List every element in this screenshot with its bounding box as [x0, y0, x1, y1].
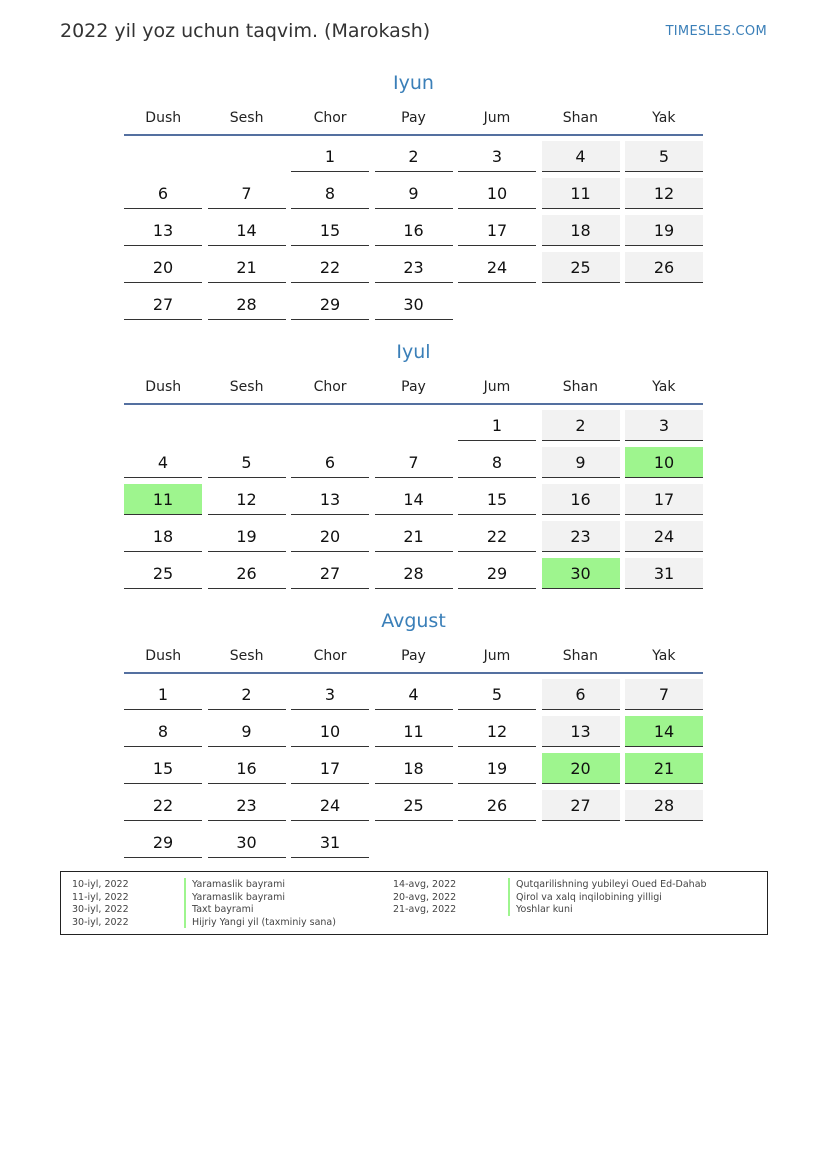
day-cell[interactable]: 28	[625, 790, 703, 821]
weekday-label: Pay	[401, 110, 426, 126]
day-cell[interactable]: 22	[458, 521, 536, 552]
legend-holiday-name: Yaramaslik bayrami	[192, 879, 285, 890]
day-cell[interactable]: 2	[208, 679, 286, 710]
day-cell[interactable]: 22	[124, 790, 202, 821]
day-cell[interactable]: 29	[458, 558, 536, 589]
day-cell[interactable]: 10	[458, 178, 536, 209]
legend-date: 11-iyl, 2022	[72, 891, 129, 903]
day-grid	[124, 141, 703, 320]
day-cell[interactable]: 24	[291, 790, 369, 821]
day-cell[interactable]: 25	[542, 252, 620, 283]
weekday-label: Sesh	[229, 379, 264, 395]
day-cell[interactable]: 1	[458, 410, 536, 441]
weekday-label: Dush	[145, 110, 182, 126]
weekday-label: Dush	[145, 379, 182, 395]
day-cell[interactable]: 13	[542, 716, 620, 747]
month-title: Avgust	[381, 610, 446, 632]
day-cell[interactable]: 19	[625, 215, 703, 246]
weekday-label: Shan	[562, 648, 598, 664]
legend-holiday-name: Yoshlar kuni	[516, 904, 573, 915]
day-cell[interactable]: 23	[208, 790, 286, 821]
day-grid	[124, 679, 703, 858]
day-cell[interactable]: 15	[458, 484, 536, 515]
weekday-label: Jum	[483, 648, 511, 664]
day-cell[interactable]: 16	[375, 215, 453, 246]
day-cell[interactable]: 13	[124, 215, 202, 246]
weekday-header	[124, 642, 703, 674]
day-cell[interactable]: 31	[625, 558, 703, 589]
day-cell[interactable]: 18	[542, 215, 620, 246]
day-grid	[124, 410, 703, 589]
holiday-day-cell[interactable]: 21	[625, 753, 703, 784]
day-cell[interactable]: 20	[124, 252, 202, 283]
legend-date: 30-iyl, 2022	[72, 916, 129, 928]
day-cell[interactable]: 4	[375, 679, 453, 710]
weekday-label: Chor	[313, 379, 347, 395]
day-cell[interactable]: 27	[291, 558, 369, 589]
day-cell[interactable]: 21	[375, 521, 453, 552]
weekday-label: Chor	[313, 648, 347, 664]
day-cell[interactable]: 27	[542, 790, 620, 821]
day-cell[interactable]: 2	[375, 141, 453, 172]
day-cell[interactable]: 31	[291, 827, 369, 858]
day-cell[interactable]: 14	[375, 484, 453, 515]
page-title: 2022 yil yoz uchun taqvim. (Marokash)	[60, 20, 431, 42]
day-cell[interactable]: 21	[208, 252, 286, 283]
weekday-label: Sesh	[229, 648, 264, 664]
legend-holiday-name: Qirol va xalq inqilobining yilligi	[516, 891, 662, 903]
weekday-label: Shan	[562, 379, 598, 395]
day-cell[interactable]: 11	[542, 178, 620, 209]
day-cell[interactable]: 18	[124, 521, 202, 552]
day-cell[interactable]: 3	[625, 410, 703, 441]
holiday-day-cell[interactable]: 14	[625, 716, 703, 747]
day-cell[interactable]: 7	[625, 679, 703, 710]
day-cell[interactable]: 6	[542, 679, 620, 710]
day-cell[interactable]: 28	[375, 558, 453, 589]
day-cell[interactable]: 29	[124, 827, 202, 858]
day-cell[interactable]: 16	[542, 484, 620, 515]
day-cell[interactable]: 20	[291, 521, 369, 552]
day-cell[interactable]: 10	[291, 716, 369, 747]
legend-holiday-name: Yaramaslik bayrami	[192, 891, 285, 903]
empty-cell	[124, 141, 202, 171]
day-cell[interactable]: 11	[375, 716, 453, 747]
day-cell[interactable]: 1	[291, 141, 369, 172]
legend-date: 14-avg, 2022	[393, 879, 457, 890]
month-july	[124, 339, 703, 589]
day-cell[interactable]: 24	[625, 521, 703, 552]
day-cell[interactable]: 26	[208, 558, 286, 589]
month-june	[124, 70, 703, 320]
legend-date: 30-iyl, 2022	[72, 904, 129, 915]
day-cell[interactable]: 13	[291, 484, 369, 515]
weekday-label: Pay	[401, 648, 426, 664]
day-cell[interactable]: 27	[124, 289, 202, 320]
day-cell[interactable]: 12	[625, 178, 703, 209]
day-cell[interactable]: 12	[458, 716, 536, 747]
day-cell[interactable]: 26	[458, 790, 536, 821]
month-title: Iyul	[396, 341, 431, 363]
day-cell[interactable]: 17	[458, 215, 536, 246]
day-cell[interactable]: 1	[124, 679, 202, 710]
day-cell[interactable]: 3	[291, 679, 369, 710]
day-cell[interactable]: 15	[291, 215, 369, 246]
day-cell[interactable]: 17	[625, 484, 703, 515]
weekday-label: Yak	[652, 648, 676, 664]
legend-date: 21-avg, 2022	[393, 904, 457, 915]
legend-holiday-name: Qutqarilishning yubileyi Oued Ed-Dahab	[516, 879, 707, 890]
day-cell[interactable]: 8	[291, 178, 369, 209]
legend-dates-right	[393, 879, 456, 917]
day-cell[interactable]: 3	[458, 141, 536, 172]
empty-cell	[208, 410, 286, 440]
day-cell[interactable]: 12	[208, 484, 286, 515]
weekday-label: Dush	[145, 648, 182, 664]
legend-date: 10-iyl, 2022	[72, 879, 129, 890]
day-cell[interactable]: 5	[458, 679, 536, 710]
holiday-day-cell[interactable]: 10	[625, 447, 703, 478]
day-cell[interactable]: 6	[291, 447, 369, 478]
weekday-label: Sesh	[229, 110, 264, 126]
empty-cell	[124, 410, 202, 440]
legend-marker	[508, 878, 510, 916]
day-cell[interactable]: 9	[208, 716, 286, 747]
legend-holiday-name: Taxt bayrami	[192, 904, 254, 915]
legend-date: 20-avg, 2022	[393, 891, 457, 903]
day-cell[interactable]: 16	[208, 753, 286, 784]
month-august	[124, 608, 703, 858]
holiday-day-cell[interactable]: 20	[542, 753, 620, 784]
empty-cell	[291, 410, 369, 440]
day-cell[interactable]: 4	[124, 447, 202, 478]
weekday-label: Yak	[652, 379, 676, 395]
empty-cell	[208, 141, 286, 171]
legend-dates-left	[72, 879, 129, 929]
legend-names-right	[516, 879, 707, 917]
day-cell[interactable]: 5	[625, 141, 703, 172]
weekday-header	[124, 373, 703, 405]
legend-names-left	[192, 879, 336, 929]
day-cell[interactable]: 8	[124, 716, 202, 747]
day-cell[interactable]: 14	[208, 215, 286, 246]
weekday-label: Yak	[652, 110, 676, 126]
holiday-day-cell[interactable]: 30	[542, 558, 620, 589]
day-cell[interactable]: 6	[124, 178, 202, 209]
day-cell[interactable]: 7	[375, 447, 453, 478]
weekday-label: Shan	[562, 110, 598, 126]
day-cell[interactable]: 25	[124, 558, 202, 589]
day-cell[interactable]: 15	[124, 753, 202, 784]
day-cell[interactable]: 23	[375, 252, 453, 283]
day-cell[interactable]: 25	[375, 790, 453, 821]
day-cell[interactable]: 9	[375, 178, 453, 209]
day-cell[interactable]: 22	[291, 252, 369, 283]
holiday-day-cell[interactable]: 11	[124, 484, 202, 515]
day-cell[interactable]: 30	[208, 827, 286, 858]
day-cell[interactable]: 8	[458, 447, 536, 478]
legend-holiday-name: Hijriy Yangi yil (taxminiy sana)	[192, 916, 336, 928]
day-cell[interactable]: 17	[291, 753, 369, 784]
weekday-label: Pay	[401, 379, 426, 395]
day-cell[interactable]: 19	[458, 753, 536, 784]
day-cell[interactable]: 2	[542, 410, 620, 441]
weekday-label: Chor	[313, 110, 347, 126]
month-title: Iyun	[393, 72, 434, 94]
holiday-legend	[60, 871, 768, 935]
day-cell[interactable]: 23	[542, 521, 620, 552]
day-cell[interactable]: 9	[542, 447, 620, 478]
legend-marker	[184, 878, 186, 928]
day-cell[interactable]: 28	[208, 289, 286, 320]
day-cell[interactable]: 4	[542, 141, 620, 172]
day-cell[interactable]: 19	[208, 521, 286, 552]
brand-link[interactable]: TIMESLES.COM	[665, 24, 767, 39]
day-cell[interactable]: 18	[375, 753, 453, 784]
day-cell[interactable]: 24	[458, 252, 536, 283]
day-cell[interactable]: 29	[291, 289, 369, 320]
weekday-header	[124, 104, 703, 136]
day-cell[interactable]: 5	[208, 447, 286, 478]
day-cell[interactable]: 26	[625, 252, 703, 283]
empty-cell	[375, 410, 453, 440]
weekday-label: Jum	[483, 110, 511, 126]
weekday-label: Jum	[483, 379, 511, 395]
day-cell[interactable]: 30	[375, 289, 453, 320]
day-cell[interactable]: 7	[208, 178, 286, 209]
